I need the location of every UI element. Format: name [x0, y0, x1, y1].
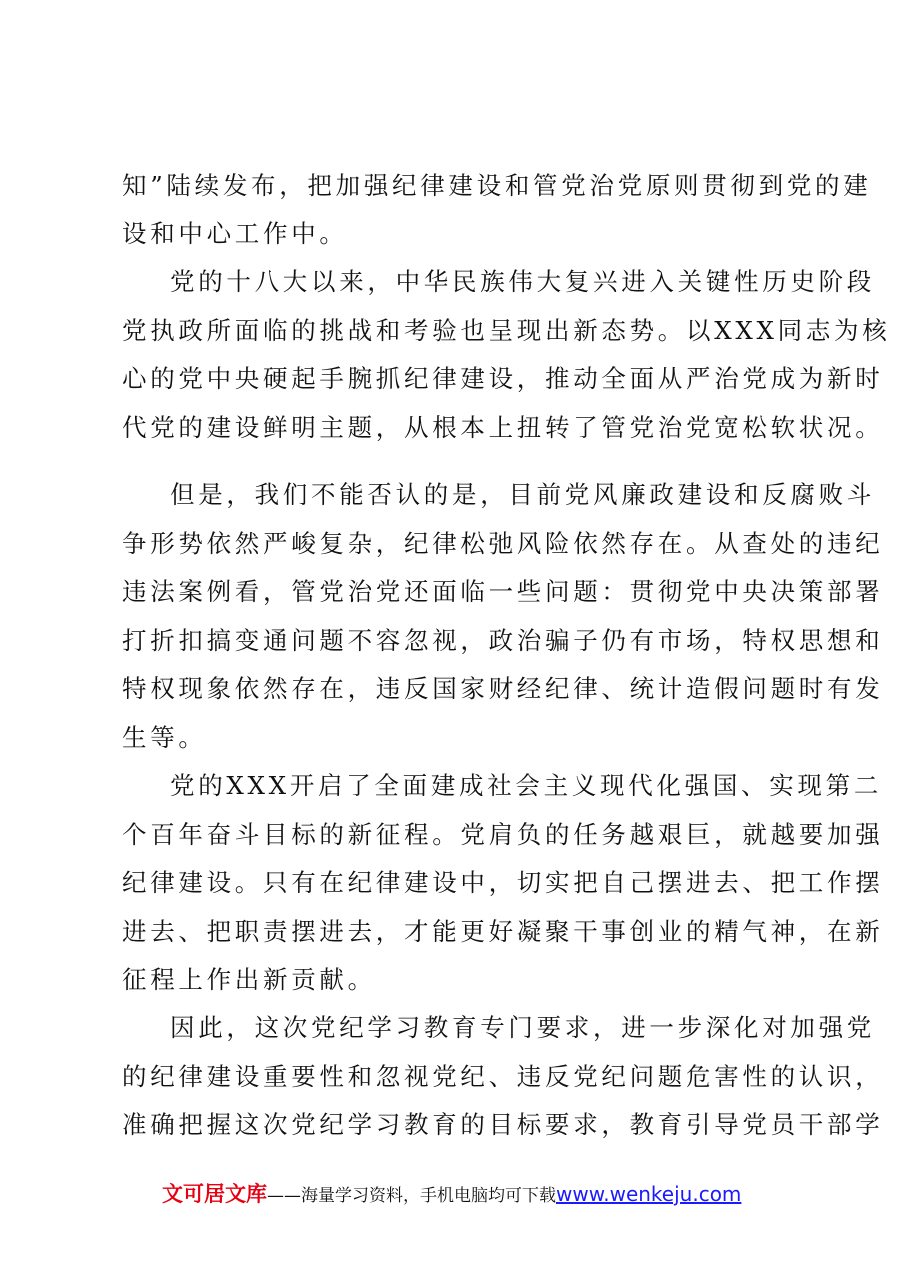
footer-banner [162, 1174, 802, 1214]
footer-tagline: ——海量学习资料，手机电脑均可下载 [267, 1186, 556, 1206]
text-line: 特权现象依然存在，违反国家财经纪律、统计造假问题时有发 [122, 674, 884, 703]
text-line: 纪律建设。只有在纪律建设中，切实把自己摆进去、把工作摆 [122, 868, 884, 897]
paragraph-first-line: 但是，我们不能否认的是，目前党风廉政建设和反腐败斗 [170, 480, 875, 509]
text-line: 知”陆续发布，把加强纪律建设和管党治党原则贯彻到党的建 [122, 171, 872, 200]
text-line: 的纪律建设重要性和忽视党纪、违反党纪问题危害性的认识， [122, 1062, 884, 1091]
text-line: 进去、把职责摆进去，才能更好凝聚干事创业的精气神，在新 [122, 917, 884, 946]
text-line: 打折扣搞变通问题不容忽视，政治骗子仍有市场，特权思想和 [122, 626, 884, 655]
text-line: 代党的建设鲜明主题，从根本上扭转了管党治党宽松软状况。 [122, 413, 884, 442]
text-line: 准确把握这次党纪学习教育的目标要求，教育引导党员干部学 [122, 1110, 884, 1139]
text-line: 违法案例看，管党治党还面临一些问题：贯彻党中央决策部署 [122, 577, 884, 606]
text-line: 心的党中央硬起手腕抓纪律建设，推动全面从严治党成为新时 [122, 364, 884, 393]
paragraph-first-line: 党的XXX开启了全面建成社会主义现代化强国、实现第二 [170, 771, 883, 800]
text-line: 设和中心工作中。 [122, 219, 348, 248]
text-line: 争形势依然严峻复杂，纪律松弛风险依然存在。从查处的违纪 [122, 529, 884, 558]
text-line: 征程上作出新贡献。 [122, 965, 376, 994]
website-link[interactable]: www.wenkeju.com [556, 1182, 742, 1206]
brand-logo-text: 文可居文库 [162, 1182, 267, 1206]
text-line: 生等。 [122, 723, 207, 752]
paragraph-first-line: 党的十八大以来，中华民族伟大复兴进入关键性历史阶段 [170, 267, 875, 296]
text-line: 党执政所面临的挑战和考验也呈现出新态势。以XXX同志为核 [122, 316, 891, 345]
paragraph-first-line: 因此，这次党纪学习教育专门要求，进一步深化对加强党 [170, 1013, 875, 1042]
text-line: 个百年奋斗目标的新征程。党肩负的任务越艰巨，就越要加强 [122, 820, 884, 849]
